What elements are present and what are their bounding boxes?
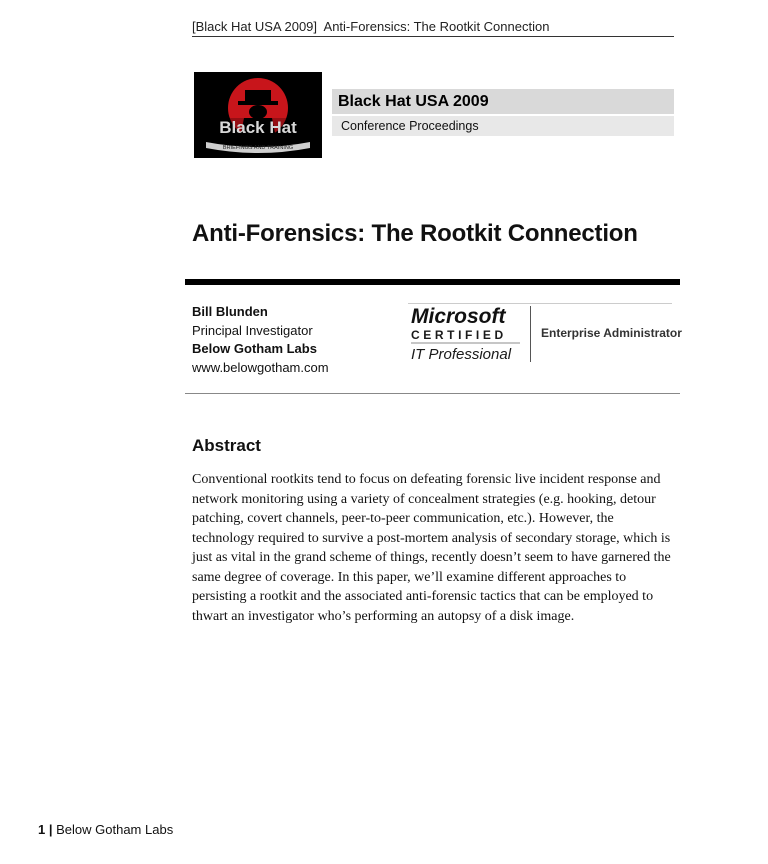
- ms-badge-divider: [530, 306, 531, 362]
- conference-subtitle: Conference Proceedings: [332, 116, 674, 136]
- author-name: Bill Blunden: [192, 304, 268, 319]
- footer-label: Below Gotham Labs: [56, 822, 174, 837]
- author-block: [192, 303, 329, 377]
- ms-certified-text: CERTIFIED: [411, 328, 507, 342]
- abstract-body: Conventional rootkits tend to focus on defeating forensic live incident response and network monitoring using a variety of concealment strategies (e.g. hooking, detour patching, covert channels, peer-to-peer communication, etc.). However, the technology required to survive a post-mortem analysis of secondary storage, which is just as vital in the grand scheme of things, recently doesn’t seem to have garnered the same degree of coverage. In this paper, we’ll examine different approaches to persisting a rootkit and the associated anti-forensic tactics that can be employed to thwart an investigator who’s performing an autopsy of a disk image.: [192, 472, 671, 624]
- page-footer: [38, 822, 173, 837]
- microsoft-certified-logo: [408, 304, 532, 364]
- conference-box: [332, 89, 674, 136]
- abstract-heading: Abstract: [192, 436, 261, 455]
- author-website: www.belowgotham.com: [192, 359, 329, 375]
- running-header: [Black Hat USA 2009] Anti-Forensics: The Rootkit Connection: [192, 19, 674, 37]
- author-organization: Below Gotham Labs: [192, 341, 317, 356]
- ms-certification-role: Enterprise Administrator: [541, 326, 682, 340]
- black-hat-logo: [194, 72, 322, 158]
- author-role: Principal Investigator: [192, 322, 313, 338]
- logo-tagline: BRIEFINGS AND TRAINING: [222, 145, 294, 151]
- footer-separator: |: [48, 822, 53, 837]
- logo-brand-text: Black Hat: [219, 118, 297, 137]
- page-number: 1: [38, 822, 46, 837]
- black-hat-logo-graphic: [194, 72, 322, 158]
- author-divider: [185, 393, 680, 394]
- title-divider: [185, 279, 680, 285]
- conference-title: Black Hat USA 2009: [332, 89, 674, 114]
- ms-brand-text: Microsoft: [411, 305, 506, 328]
- ms-program-text: IT Professional: [411, 346, 512, 363]
- document-title: Anti-Forensics: The Rootkit Connection: [192, 220, 638, 247]
